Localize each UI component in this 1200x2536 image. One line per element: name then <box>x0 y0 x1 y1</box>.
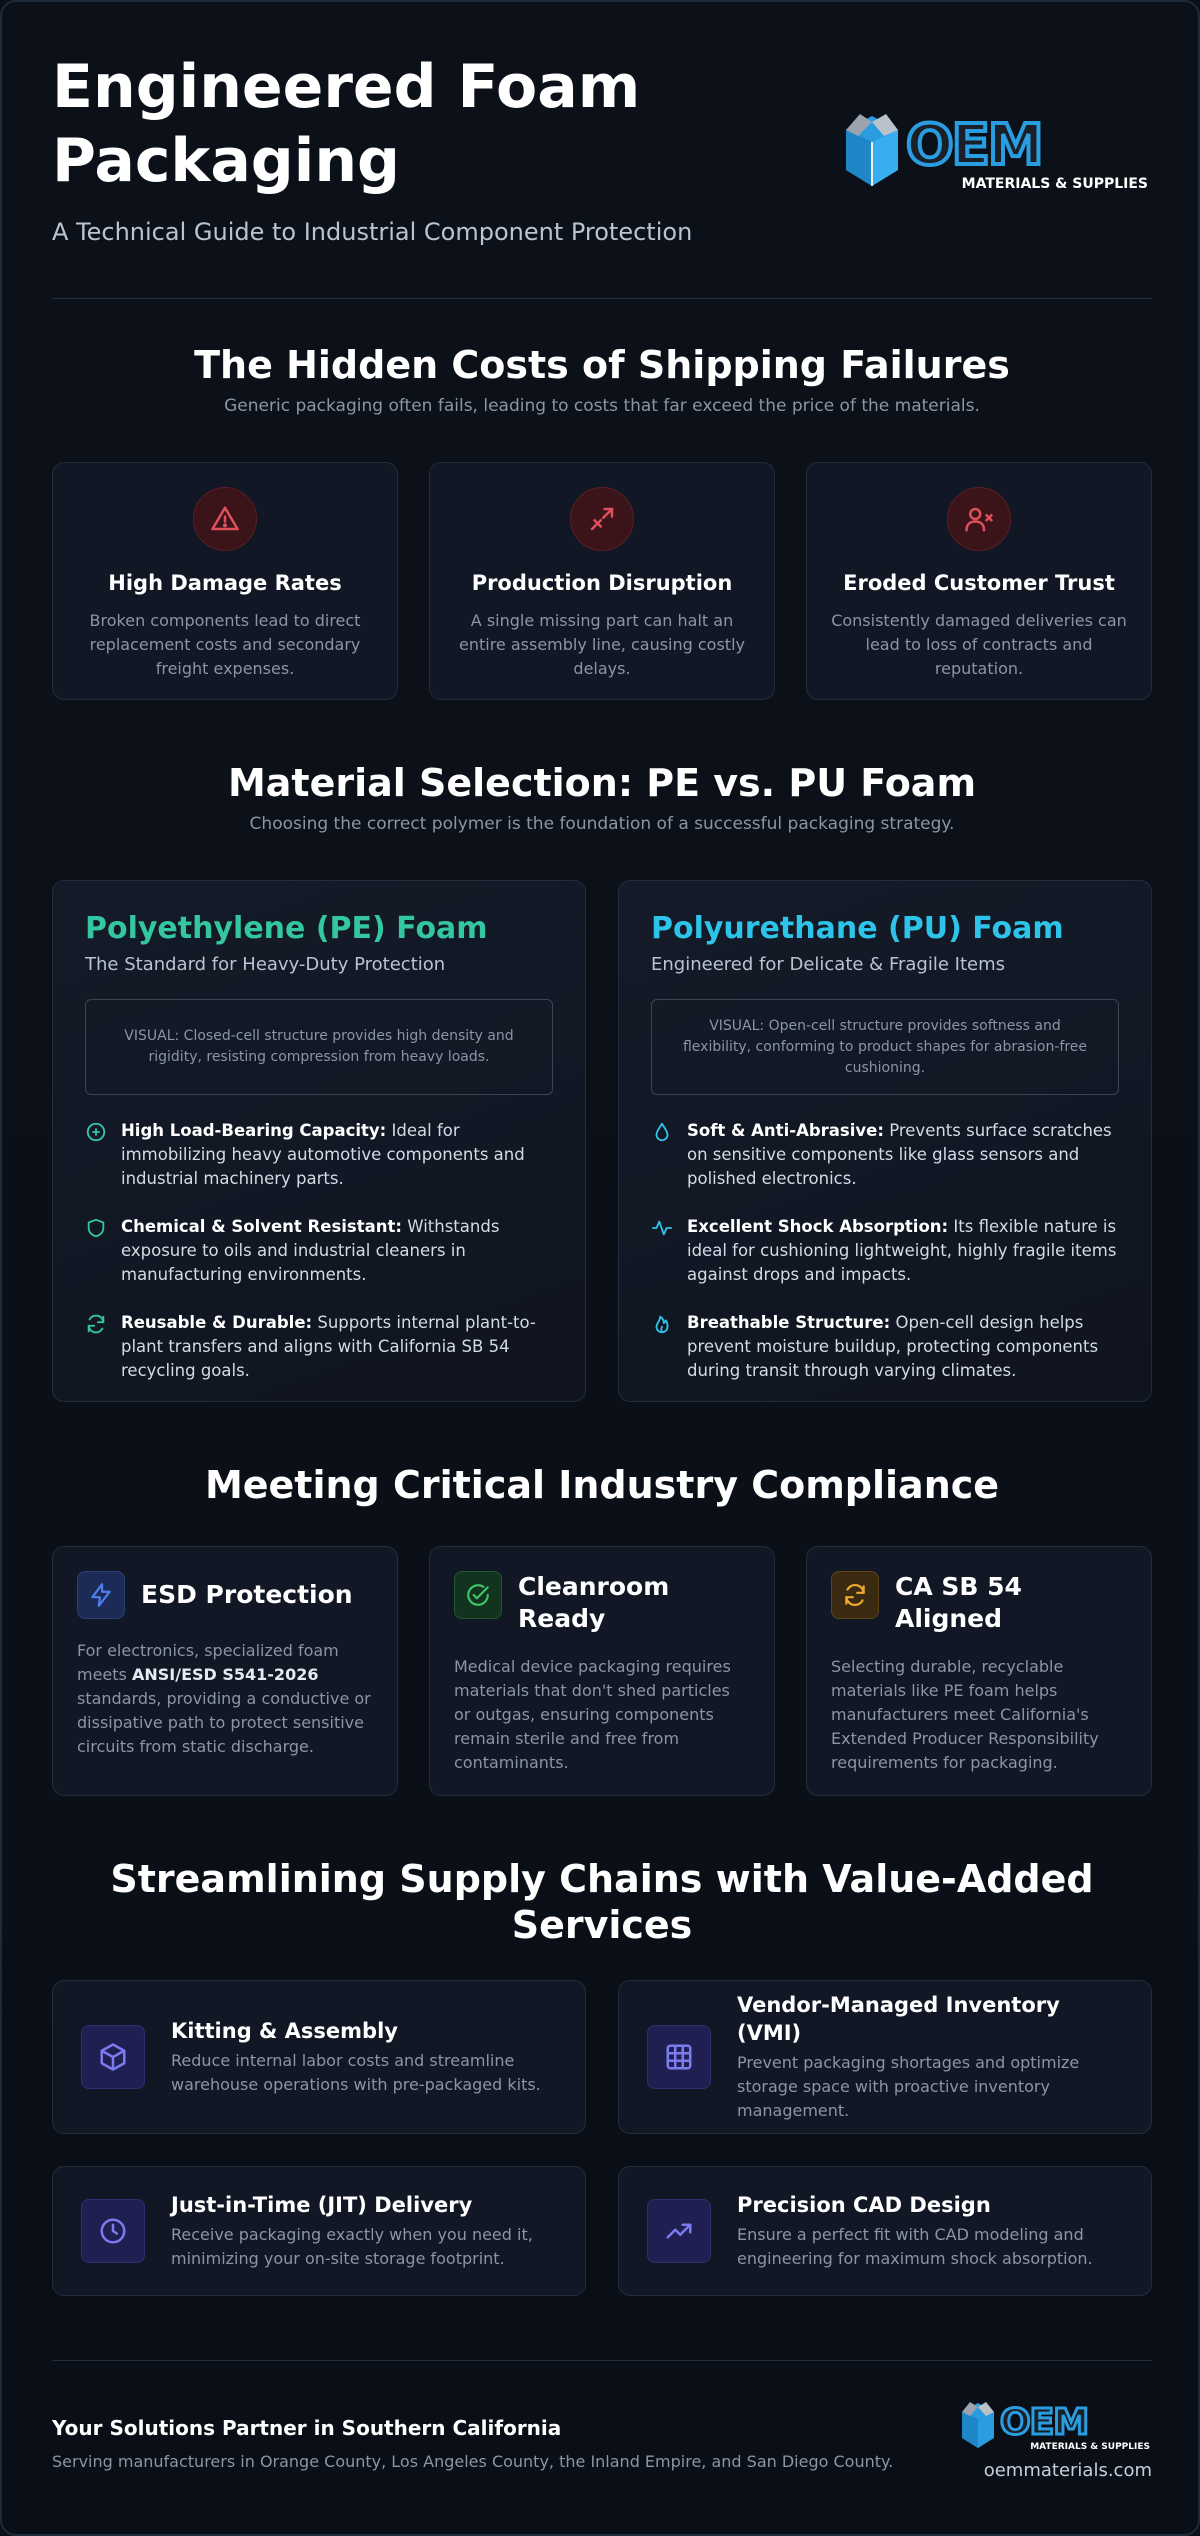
service-text: Reduce internal labor costs and streamline warehouse operations with pre-packaged kits. <box>171 2051 541 2094</box>
service-title: Just-in-Time (JIT) Delivery <box>171 2193 473 2217</box>
feature-text: Open-cell design helps prevent moisture buildup, protecting components during transit through varying climates. <box>687 1313 1099 1380</box>
service-text: Receive packaging exactly when you need it, minimizing your on-site storage footprint. <box>171 2225 533 2268</box>
pe-feature <box>85 1119 553 1191</box>
pu-foam-card <box>618 880 1152 1402</box>
pe-foam-card <box>52 880 586 1402</box>
user-remove-icon <box>947 487 1011 551</box>
feature-title: Soft & Anti-Abrasive: <box>687 1121 884 1140</box>
compliance-card-title: ESD Protection <box>141 1580 353 1609</box>
cost-card <box>429 462 775 700</box>
website-link[interactable]: oemmaterials.com <box>983 2460 1152 2481</box>
pe-visual-placeholder: VISUAL: Closed-cell structure provides high density and rigidity, resisting compression from heavy loads. <box>85 999 553 1095</box>
page-subtitle: A Technical Guide to Industrial Component Protection <box>52 218 693 246</box>
broken-arrow-icon <box>570 487 634 551</box>
costs-subtitle: Generic packaging often fails, leading to costs that far exceed the price of the materials. <box>224 396 980 416</box>
compliance-card-title: CA SB 54 Aligned <box>895 1572 1022 1633</box>
compliance-card-text: Medical device packaging requires materials that don't shed particles or outgas, ensuring components remain sterile and free from contaminants. <box>454 1657 731 1772</box>
trend-up-icon <box>647 2199 711 2263</box>
cost-title: Eroded Customer Trust <box>843 571 1115 595</box>
shield-icon <box>85 1217 107 1239</box>
divider <box>52 298 1152 299</box>
warning-triangle-icon <box>193 487 257 551</box>
oem-logo <box>842 108 1152 194</box>
plus-circle-icon <box>85 1121 107 1143</box>
box-logo-icon <box>846 114 898 186</box>
standard-name: ANSI/ESD S541-2026 <box>131 1665 319 1684</box>
cost-text: A single missing part can halt an entire assembly line, causing costly delays. <box>459 611 745 678</box>
pe-title: Polyethylene (PE) Foam <box>85 911 488 946</box>
feature-text: Ideal for immobilizing heavy automotive components and industrial machinery parts. <box>121 1121 525 1188</box>
service-card <box>618 1980 1152 2134</box>
pu-title: Polyurethane (PU) Foam <box>651 911 1064 946</box>
feature-text: Its flexible nature is ideal for cushioning lightweight, highly fragile items against drops and impacts. <box>687 1217 1117 1284</box>
costs-title: The Hidden Costs of Shipping Failures <box>194 343 1010 387</box>
logo-tagline: MATERIALS & SUPPLIES <box>961 176 1148 192</box>
droplet-icon <box>651 1121 673 1143</box>
text-part: For electronics, specialized foam meets <box>77 1641 339 1684</box>
cost-text: Consistently damaged deliveries can lead to loss of contracts and reputation. <box>831 611 1127 678</box>
service-text: Ensure a perfect fit with CAD modeling and engineering for maximum shock absorption. <box>737 2225 1093 2268</box>
materials-subtitle: Choosing the correct polymer is the foundation of a successful packaging strategy. <box>249 814 955 834</box>
compliance-card-text: Selecting durable, recyclable materials like PE foam helps manufacturers meet California's Extended Producer Responsibility requirements for packaging. <box>831 1657 1099 1772</box>
cost-title: High Damage Rates <box>108 571 342 595</box>
pu-feature <box>651 1215 1119 1287</box>
compliance-card <box>806 1546 1152 1796</box>
compliance-card <box>429 1546 775 1796</box>
service-card <box>618 2166 1152 2296</box>
pu-feature <box>651 1119 1119 1191</box>
service-title: Kitting & Assembly <box>171 2019 398 2043</box>
cost-card <box>806 462 1152 700</box>
logo-text: OEM <box>906 113 1042 178</box>
materials-title: Material Selection: PE vs. PU Foam <box>227 761 977 805</box>
pu-visual-placeholder: VISUAL: Open-cell structure provides softness and flexibility, conforming to product shapes for abrasion-free cushioning. <box>651 999 1119 1095</box>
service-card <box>52 1980 586 2134</box>
check-circle-icon <box>454 1571 502 1619</box>
footer-divider <box>52 2360 1152 2361</box>
pe-feature <box>85 1215 553 1287</box>
feature-title: High Load-Bearing Capacity: <box>121 1121 387 1140</box>
feature-text: Prevents surface scratches on sensitive components like glass sensors and polished electronics. <box>687 1121 1112 1188</box>
footer-oem-logo <box>960 2398 1152 2452</box>
compliance-title: Meeting Critical Industry Compliance <box>204 1463 1000 1507</box>
compliance-card-text <box>77 1639 373 1759</box>
cost-card <box>52 462 398 700</box>
feature-text: Supports internal plant-to-plant transfers and aligns with California SB 54 recycling goals. <box>121 1313 536 1380</box>
service-card <box>52 2166 586 2296</box>
footer-logo-tagline: MATERIALS & SUPPLIES <box>1030 2442 1150 2452</box>
service-text: Prevent packaging shortages and optimize storage space with proactive inventory management. <box>737 2053 1080 2120</box>
feature-title: Reusable & Durable: <box>121 1313 313 1332</box>
feature-title: Breathable Structure: <box>687 1313 891 1332</box>
compliance-card <box>52 1546 398 1796</box>
pu-tagline: Engineered for Delicate & Fragile Items <box>651 954 1005 975</box>
refresh-icon <box>85 1313 107 1335</box>
clock-icon <box>81 2199 145 2263</box>
flame-icon <box>651 1313 673 1335</box>
lightning-icon <box>77 1571 125 1619</box>
pe-feature <box>85 1311 553 1383</box>
text-part: standards, providing a conductive or dissipative path to protect sensitive circuits from static discharge. <box>77 1689 371 1756</box>
pe-tagline: The Standard for Heavy-Duty Protection <box>85 954 446 975</box>
feature-text: Withstands exposure to oils and industrial cleaners in manufacturing environments. <box>121 1217 500 1284</box>
footer-title: Your Solutions Partner in Southern California <box>52 2416 562 2440</box>
header <box>52 50 1152 250</box>
compliance-card-title: Cleanroom Ready <box>518 1572 670 1633</box>
box-logo-icon <box>962 2402 994 2448</box>
footer-subtitle: Serving manufacturers in Orange County, Los Angeles County, the Inland Empire, and San Diego County. <box>52 2452 894 2471</box>
box-icon <box>81 2025 145 2089</box>
pu-feature <box>651 1311 1119 1383</box>
feature-title: Chemical & Solvent Resistant: <box>121 1217 402 1236</box>
grid-icon <box>647 2025 711 2089</box>
footer-logo-text: OEM <box>1000 2402 1089 2443</box>
service-title: Vendor-Managed Inventory (VMI) <box>737 1993 1060 2045</box>
page-title: Engineered Foam Packaging <box>52 52 641 196</box>
feature-title: Excellent Shock Absorption: <box>687 1217 949 1236</box>
cost-title: Production Disruption <box>471 571 733 595</box>
service-title: Precision CAD Design <box>737 2193 991 2217</box>
cost-text: Broken components lead to direct replacement costs and secondary freight expenses. <box>89 611 361 678</box>
services-title: Streamlining Supply Chains with Value-Added Services <box>110 1857 1094 1947</box>
recycle-icon <box>831 1571 879 1619</box>
pulse-icon <box>651 1217 673 1239</box>
